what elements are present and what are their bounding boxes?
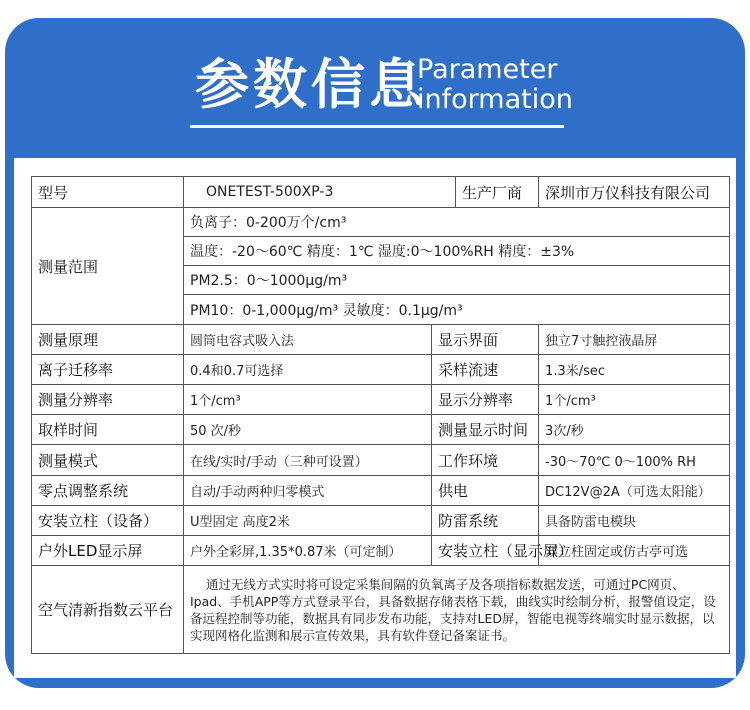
table-row bbox=[32, 385, 730, 415]
table-panel bbox=[14, 158, 736, 678]
range-pm25: PM2.5：0～1000μg/m³ bbox=[184, 266, 730, 295]
table-row bbox=[32, 476, 730, 506]
table-row bbox=[32, 445, 730, 476]
row-label-2: 测量显示时间 bbox=[432, 415, 539, 445]
row-value-2: -30～70℃ 0～100% RH bbox=[539, 445, 730, 476]
row-value-1: 户外全彩屏,1.35*0.87米（可定制） bbox=[184, 536, 432, 566]
table-row bbox=[32, 325, 730, 355]
range-pm10: PM10：0-1,000μg/m³ 灵敏度：0.1μg/m³ bbox=[184, 295, 730, 325]
row-value-2: 1个/cm³ bbox=[539, 385, 730, 415]
row-value-1: 自动/手动两种归零模式 bbox=[184, 476, 432, 506]
table-row bbox=[32, 355, 730, 385]
range-anion: 负离子：0-200万个/cm³ bbox=[184, 208, 730, 237]
model-value: ONETEST-500XP-3 bbox=[184, 177, 456, 208]
row-value-2: 具备防雷电模块 bbox=[539, 506, 730, 536]
table-row bbox=[32, 506, 730, 536]
table-row bbox=[32, 566, 730, 654]
row-value-1: 0.4和0.7可选择 bbox=[184, 355, 432, 385]
row-value-2: DC12V@2A（可选太阳能） bbox=[539, 476, 730, 506]
row-label-2: 防雷系统 bbox=[432, 506, 539, 536]
maker-value: 深圳市万仪科技有限公司 bbox=[539, 177, 730, 208]
row-value-2: 双立柱固定或仿古亭可选 bbox=[539, 536, 730, 566]
parameter-card bbox=[5, 18, 745, 688]
table-row bbox=[32, 415, 730, 445]
title-english bbox=[417, 55, 573, 115]
row-label-2: 采样流速 bbox=[432, 355, 539, 385]
row-value-2: 1.3米/sec bbox=[539, 355, 730, 385]
row-label-1: 零点调整系统 bbox=[32, 476, 184, 506]
maker-label: 生产厂商 bbox=[456, 177, 539, 208]
row-value-2: 3次/秒 bbox=[539, 415, 730, 445]
row-value-1: 50 次/秒 bbox=[184, 415, 432, 445]
row-label-1: 测量原理 bbox=[32, 325, 184, 355]
row-label-2: 工作环境 bbox=[432, 445, 539, 476]
row-label-1: 测量模式 bbox=[32, 445, 184, 476]
row-value-2: 独立7寸触控液晶屏 bbox=[539, 325, 730, 355]
title-chinese: 参数信息 bbox=[195, 53, 427, 116]
title-english-line1: Parameter bbox=[417, 54, 558, 85]
row-value-1: U型固定 高度2米 bbox=[184, 506, 432, 536]
row-label-1: 取样时间 bbox=[32, 415, 184, 445]
row-label-2: 显示分辨率 bbox=[432, 385, 539, 415]
row-label-2: 供电 bbox=[432, 476, 539, 506]
row-value-1: 1个/cm³ bbox=[184, 385, 432, 415]
cloud-description: 通过无线方式实时将可设定采集间隔的负氧离子及各项指标数据发送，可通过PC网页、Ipad、手机APP等方式登录平台，具备数据存储表格下载，曲线实时绘制分析，报警值设定，设备远程控制等功能，数据具有同步发布功能，支持对LED屏，智能电视等终端实时显示数据，以实现网格化监测和展示宣传效果，具有软件登记备案证书。 bbox=[184, 566, 730, 654]
row-label-2: 显示界面 bbox=[432, 325, 539, 355]
title-underline bbox=[190, 125, 564, 128]
range-temp-humidity: 温度：-20～60℃ 精度：1℃ 湿度:0～100%RH 精度：±3% bbox=[184, 237, 730, 266]
row-label-1: 测量分辨率 bbox=[32, 385, 184, 415]
row-label-2: 安装立柱（显示屏） bbox=[432, 536, 539, 566]
table-row bbox=[32, 177, 730, 208]
table-row bbox=[32, 536, 730, 566]
title-english-line2: information bbox=[417, 84, 573, 115]
range-label: 测量范围 bbox=[32, 208, 184, 325]
table-row bbox=[32, 208, 730, 237]
row-label-1: 离子迁移率 bbox=[32, 355, 184, 385]
row-label-1: 安装立柱（设备） bbox=[32, 506, 184, 536]
parameter-table bbox=[31, 176, 730, 654]
model-label: 型号 bbox=[32, 177, 184, 208]
row-label-1: 户外LED显示屏 bbox=[32, 536, 184, 566]
cloud-label: 空气清新指数云平台 bbox=[32, 566, 184, 654]
row-value-1: 圆筒电容式吸入法 bbox=[184, 325, 432, 355]
row-value-1: 在线/实时/手动（三种可设置） bbox=[184, 445, 432, 476]
